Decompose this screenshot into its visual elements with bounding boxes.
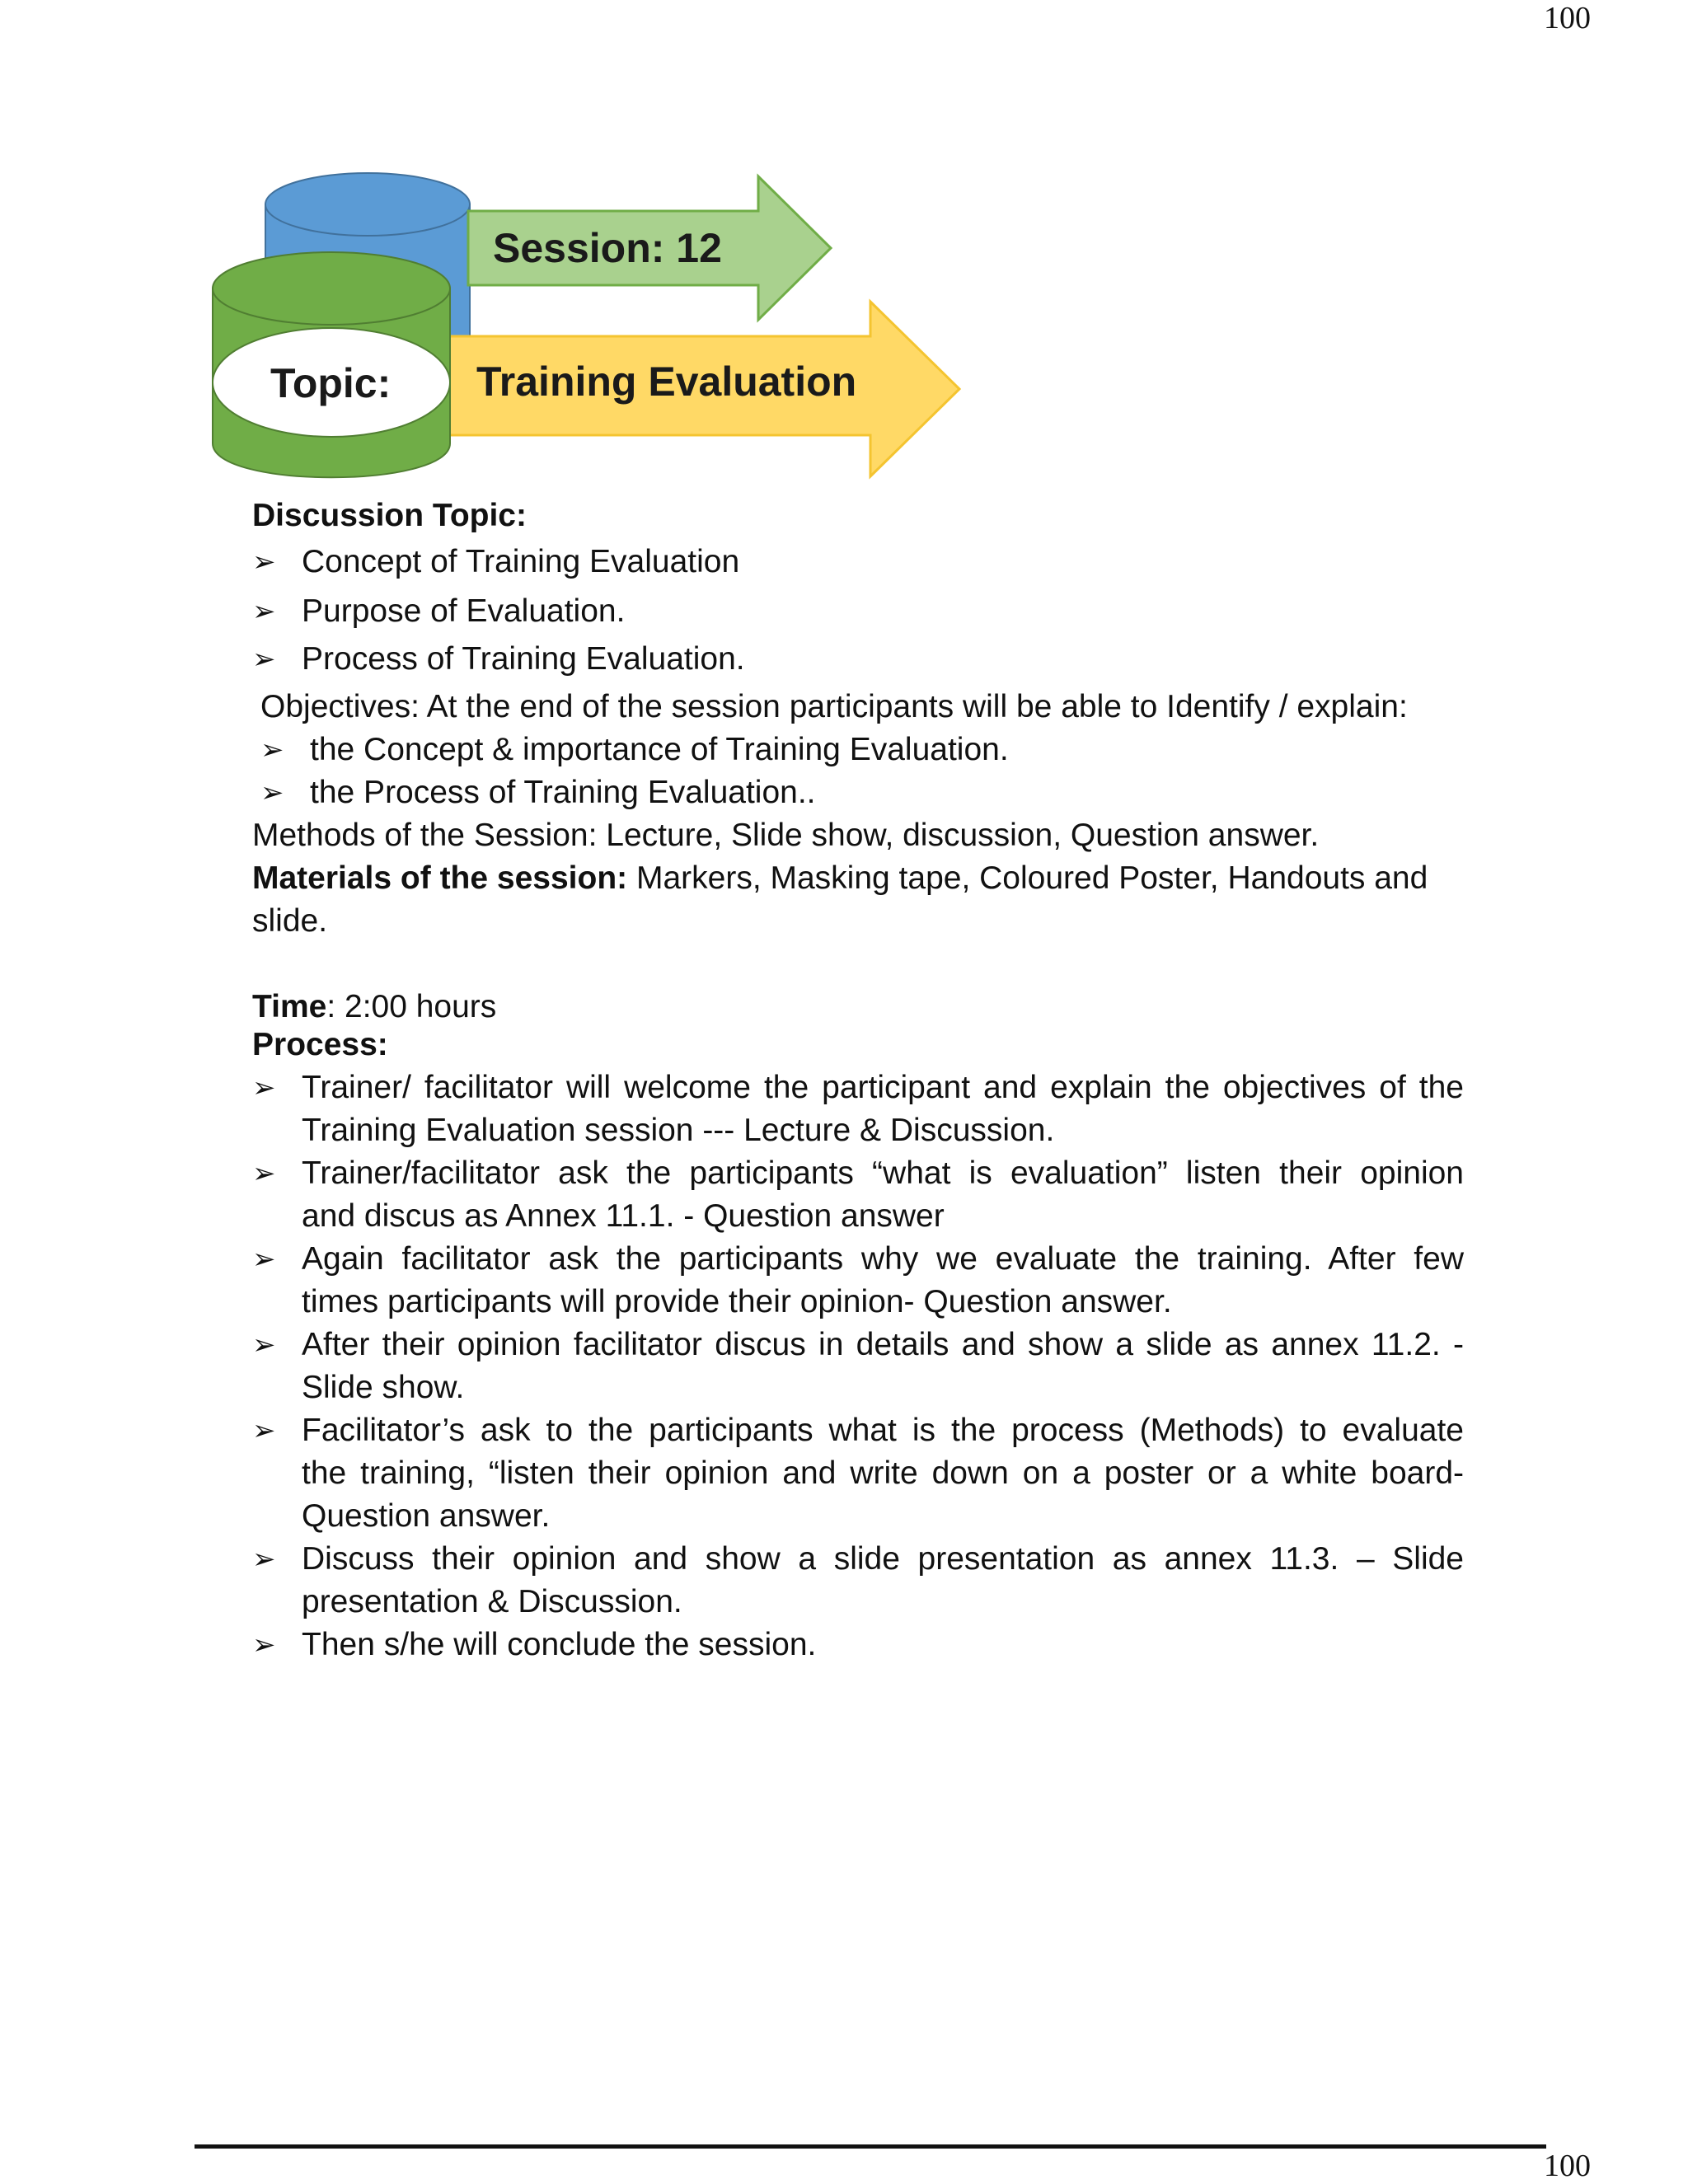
objective-item: ➢ the Process of Training Evaluation.. [252, 771, 1464, 814]
session-content [252, 494, 1464, 1666]
topic-title: Training Evaluation [476, 359, 857, 405]
topic-label: Topic: [270, 360, 392, 406]
arrow-bullet-icon: ➢ [252, 1414, 276, 1447]
objective-item: ➢ the Concept & importance of Training Evaluation. [252, 729, 1464, 771]
discussion-item: ➢ Concept of Training Evaluation [252, 541, 1464, 583]
process-item: ➢ Trainer/ facilitator will welcome the participant and explain the objectives of the Training Evaluation session --- Lecture & Discussion. [252, 1066, 1464, 1152]
page-number-top: 100 [1544, 1, 1591, 35]
arrow-bullet-icon: ➢ [260, 733, 284, 766]
process-item: ➢ Trainer/facilitator ask the participants “what is evaluation” listen their opinion and discus as Annex 11.1. - Question answer [252, 1152, 1464, 1238]
methods-line: Methods of the Session: Lecture, Slide show, discussion, Question answer. [252, 818, 1320, 853]
discussion-heading: Discussion Topic: [252, 498, 527, 533]
materials-text: Markers, Masking tape, Coloured Poster, Handouts and [627, 860, 1428, 896]
discussion-item: ➢ Purpose of Evaluation. [252, 590, 1464, 633]
process-item: ➢ Then s/he will conclude the session. [252, 1624, 1464, 1666]
process-item: ➢ After their opinion facilitator discus in details and show a slide as annex 11.2. - Slide show. [252, 1324, 1464, 1409]
materials-label: Materials of the session: [252, 860, 628, 896]
arrow-bullet-icon: ➢ [252, 1329, 276, 1361]
process-item: ➢ Facilitator’s ask to the participants what is the process (Methods) to evaluate the training, “listen their opinion and write down on a poster or a white board- Question answer. [252, 1409, 1464, 1538]
time-line [252, 986, 1464, 1029]
arrow-bullet-icon: ➢ [252, 595, 276, 628]
time-label: Time [252, 989, 327, 1024]
materials-line-2: slide. [252, 903, 328, 939]
session-label: Session: 12 [493, 225, 722, 271]
arrow-bullet-icon: ➢ [260, 776, 284, 809]
arrow-bullet-icon: ➢ [252, 643, 276, 676]
arrow-bullet-icon: ➢ [252, 1071, 276, 1104]
arrow-bullet-icon: ➢ [252, 1629, 276, 1661]
footer-rule [195, 2144, 1546, 2149]
arrow-bullet-icon: ➢ [252, 546, 276, 579]
process-item: ➢ Discuss their opinion and show a slide presentation as annex 11.3. – Slide presentation & Discussion. [252, 1538, 1464, 1624]
page-number-bottom: 100 [1544, 2149, 1591, 2183]
discussion-item: ➢ Process of Training Evaluation. [252, 638, 1464, 681]
process-item: ➢ Again facilitator ask the participants why we evaluate the training. After few times participants will provide their opinion- Question answer. [252, 1238, 1464, 1324]
arrow-bullet-icon: ➢ [252, 1157, 276, 1190]
arrow-bullet-icon: ➢ [252, 1543, 276, 1576]
time-value: : 2:00 hours [326, 989, 497, 1024]
arrow-bullet-icon: ➢ [252, 1243, 276, 1276]
process-heading: Process: [252, 1027, 388, 1062]
session-header-graphic [208, 171, 966, 485]
objectives-intro: Objectives: At the end of the session participants will be able to Identify / explain: [260, 689, 1408, 724]
materials-line [252, 857, 1464, 900]
